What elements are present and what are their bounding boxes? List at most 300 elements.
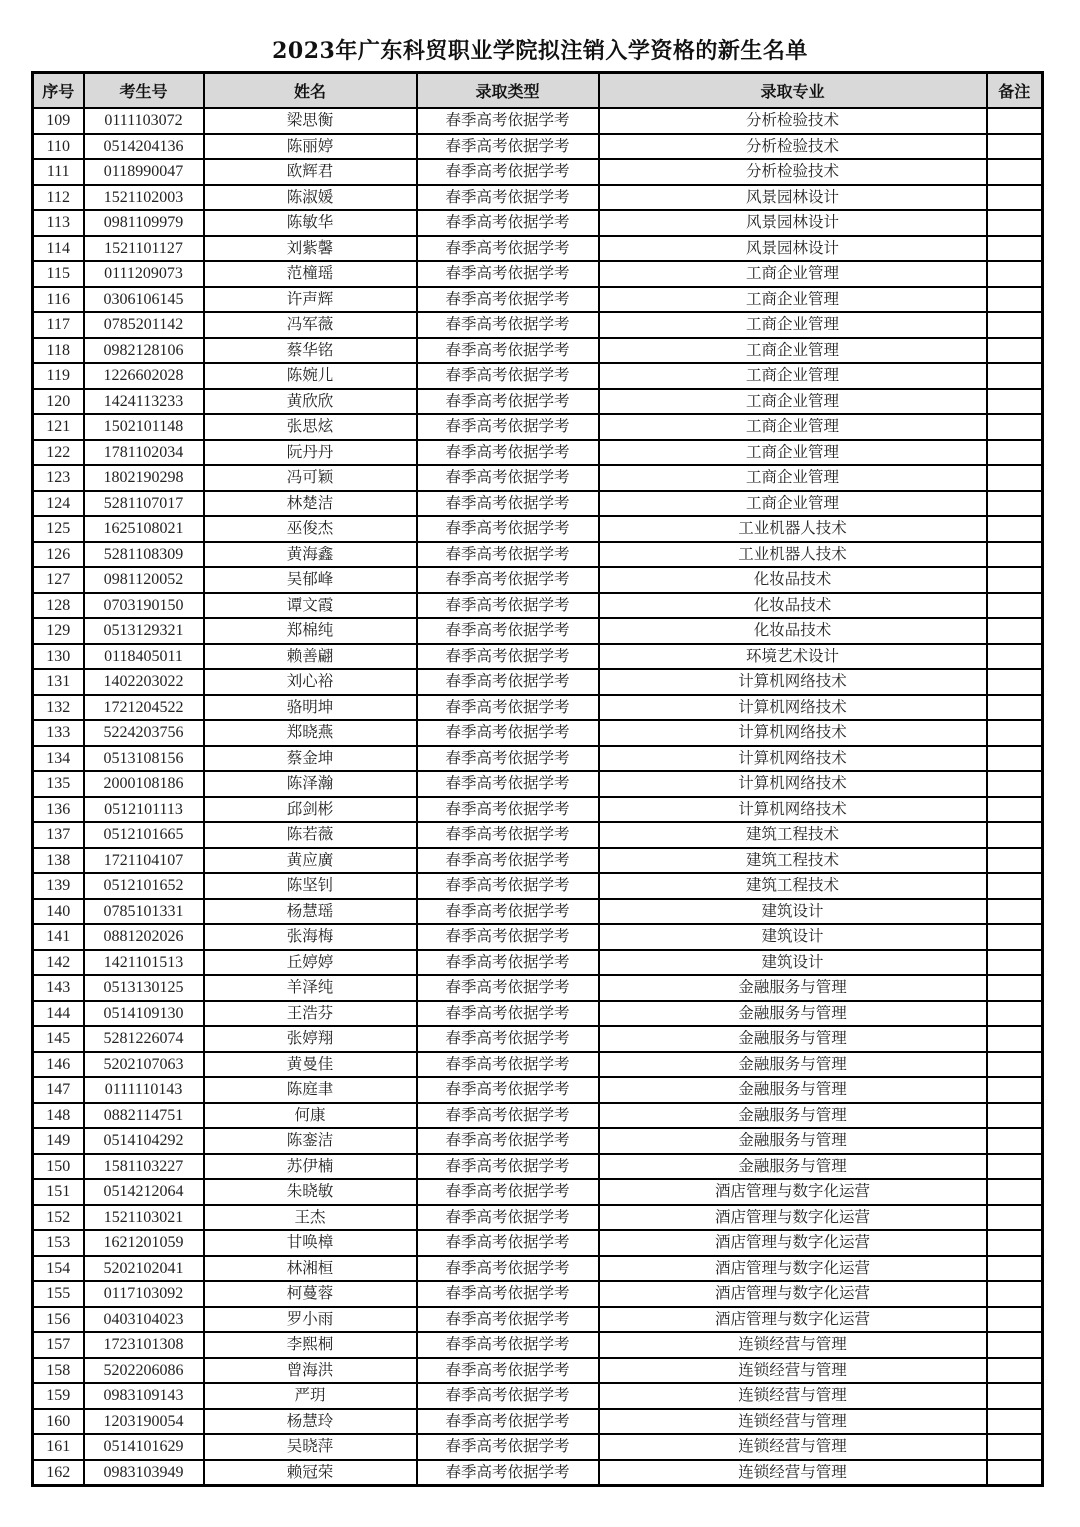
table-row <box>33 465 1043 491</box>
major-cell: 风景园林设计 <box>599 210 987 236</box>
name-cell: 林楚洁 <box>204 491 417 517</box>
remark-cell <box>987 567 1043 593</box>
remark-cell <box>987 1026 1043 1052</box>
remark-cell <box>987 108 1043 134</box>
remark-cell <box>987 1332 1043 1358</box>
exam-id-cell: 1203190054 <box>84 1409 204 1435</box>
exam-id-cell: 0981109979 <box>84 210 204 236</box>
seq-cell: 119 <box>33 363 84 389</box>
table-row <box>33 593 1043 619</box>
exam-id-cell: 1621201059 <box>84 1230 204 1256</box>
name-cell: 郑棉纯 <box>204 618 417 644</box>
table-row <box>33 567 1043 593</box>
admission-type-cell: 春季高考依据学考 <box>417 797 599 823</box>
name-cell: 赖冠荣 <box>204 1460 417 1486</box>
major-cell: 金融服务与管理 <box>599 1052 987 1078</box>
major-cell: 化妆品技术 <box>599 593 987 619</box>
major-cell: 建筑工程技术 <box>599 822 987 848</box>
admission-type-cell: 春季高考依据学考 <box>417 1383 599 1409</box>
major-cell: 金融服务与管理 <box>599 1154 987 1180</box>
exam-id-cell: 0514109130 <box>84 1001 204 1027</box>
seq-cell: 147 <box>33 1077 84 1103</box>
exam-id-cell: 5202206086 <box>84 1358 204 1384</box>
name-cell: 蔡华铭 <box>204 338 417 364</box>
admission-type-cell: 春季高考依据学考 <box>417 1001 599 1027</box>
table-row <box>33 542 1043 568</box>
name-cell: 黄曼佳 <box>204 1052 417 1078</box>
remark-cell <box>987 899 1043 925</box>
table-row <box>33 1434 1043 1460</box>
name-cell: 张婷翔 <box>204 1026 417 1052</box>
major-cell: 计算机网络技术 <box>599 797 987 823</box>
name-cell: 赖善翩 <box>204 644 417 670</box>
name-cell: 巫俊杰 <box>204 516 417 542</box>
admission-type-cell: 春季高考依据学考 <box>417 491 599 517</box>
name-cell: 郑晓燕 <box>204 720 417 746</box>
name-cell: 谭文霞 <box>204 593 417 619</box>
remark-cell <box>987 261 1043 287</box>
major-cell: 建筑设计 <box>599 899 987 925</box>
admission-type-cell: 春季高考依据学考 <box>417 287 599 313</box>
major-cell: 工商企业管理 <box>599 465 987 491</box>
admission-type-cell: 春季高考依据学考 <box>417 134 599 160</box>
seq-cell: 162 <box>33 1460 84 1486</box>
remark-cell <box>987 210 1043 236</box>
table-row <box>33 389 1043 415</box>
admission-type-cell: 春季高考依据学考 <box>417 975 599 1001</box>
remark-cell <box>987 542 1043 568</box>
admission-type-cell: 春季高考依据学考 <box>417 414 599 440</box>
table-row <box>33 950 1043 976</box>
admission-type-cell: 春季高考依据学考 <box>417 695 599 721</box>
remark-cell <box>987 822 1043 848</box>
remark-cell <box>987 287 1043 313</box>
admission-type-cell: 春季高考依据学考 <box>417 440 599 466</box>
seq-cell: 135 <box>33 771 84 797</box>
table-row <box>33 185 1043 211</box>
exam-id-cell: 0514101629 <box>84 1434 204 1460</box>
exam-id-cell: 0881202026 <box>84 924 204 950</box>
seq-cell: 117 <box>33 312 84 338</box>
name-cell: 许声辉 <box>204 287 417 313</box>
seq-cell: 123 <box>33 465 84 491</box>
name-cell: 张思炫 <box>204 414 417 440</box>
exam-id-cell: 1521101127 <box>84 236 204 262</box>
major-cell: 工业机器人技术 <box>599 516 987 542</box>
admission-type-cell: 春季高考依据学考 <box>417 1307 599 1333</box>
major-cell: 金融服务与管理 <box>599 1001 987 1027</box>
name-cell: 苏伊楠 <box>204 1154 417 1180</box>
table-row <box>33 1256 1043 1282</box>
admission-type-cell: 春季高考依据学考 <box>417 108 599 134</box>
table-row <box>33 822 1043 848</box>
table-row <box>33 159 1043 185</box>
major-cell: 酒店管理与数字化运营 <box>599 1205 987 1231</box>
admission-type-cell: 春季高考依据学考 <box>417 669 599 695</box>
table-row <box>33 644 1043 670</box>
document-title: 2023年广东科贸职业学院拟注销入学资格的新生名单 <box>272 38 808 64</box>
major-cell: 连锁经营与管理 <box>599 1332 987 1358</box>
seq-cell: 132 <box>33 695 84 721</box>
table-row <box>33 1052 1043 1078</box>
exam-id-cell: 1521103021 <box>84 1205 204 1231</box>
table-row <box>33 771 1043 797</box>
table-row <box>33 695 1043 721</box>
major-cell: 酒店管理与数字化运营 <box>599 1179 987 1205</box>
seq-cell: 161 <box>33 1434 84 1460</box>
name-cell: 陈坚钊 <box>204 873 417 899</box>
remark-cell <box>987 1409 1043 1435</box>
name-cell: 吴晓萍 <box>204 1434 417 1460</box>
name-cell: 骆明坤 <box>204 695 417 721</box>
exam-id-cell: 5202102041 <box>84 1256 204 1282</box>
name-cell: 冯可颖 <box>204 465 417 491</box>
major-cell: 化妆品技术 <box>599 618 987 644</box>
remark-cell <box>987 1230 1043 1256</box>
exam-id-cell: 1502101148 <box>84 414 204 440</box>
major-cell: 建筑设计 <box>599 950 987 976</box>
remark-cell <box>987 1077 1043 1103</box>
major-cell: 连锁经营与管理 <box>599 1383 987 1409</box>
remark-cell <box>987 389 1043 415</box>
table-row <box>33 1460 1043 1486</box>
table-row <box>33 236 1043 262</box>
major-cell: 金融服务与管理 <box>599 1103 987 1129</box>
major-cell: 连锁经营与管理 <box>599 1409 987 1435</box>
major-cell: 工商企业管理 <box>599 491 987 517</box>
table-row <box>33 516 1043 542</box>
name-cell: 刘紫馨 <box>204 236 417 262</box>
major-cell: 金融服务与管理 <box>599 975 987 1001</box>
table-row <box>33 108 1043 134</box>
admission-type-cell: 春季高考依据学考 <box>417 593 599 619</box>
seq-cell: 111 <box>33 159 84 185</box>
remark-cell <box>987 593 1043 619</box>
exam-id-cell: 0703190150 <box>84 593 204 619</box>
remark-cell <box>987 848 1043 874</box>
name-cell: 陈婉儿 <box>204 363 417 389</box>
table-row <box>33 261 1043 287</box>
exam-id-cell: 1625108021 <box>84 516 204 542</box>
exam-id-cell: 0785201142 <box>84 312 204 338</box>
student-list-table <box>31 71 1044 1487</box>
admission-type-cell: 春季高考依据学考 <box>417 338 599 364</box>
table-row <box>33 618 1043 644</box>
seq-cell: 148 <box>33 1103 84 1129</box>
admission-type-cell: 春季高考依据学考 <box>417 644 599 670</box>
major-cell: 金融服务与管理 <box>599 1026 987 1052</box>
major-cell: 连锁经营与管理 <box>599 1358 987 1384</box>
remark-cell <box>987 1434 1043 1460</box>
seq-cell: 128 <box>33 593 84 619</box>
name-cell: 羊泽纯 <box>204 975 417 1001</box>
exam-id-cell: 0983109143 <box>84 1383 204 1409</box>
major-cell: 风景园林设计 <box>599 185 987 211</box>
major-cell: 工商企业管理 <box>599 440 987 466</box>
major-cell: 连锁经营与管理 <box>599 1434 987 1460</box>
header-exam-id: 考生号 <box>84 73 204 109</box>
remark-cell <box>987 236 1043 262</box>
seq-cell: 139 <box>33 873 84 899</box>
remark-cell <box>987 1052 1043 1078</box>
seq-cell: 134 <box>33 746 84 772</box>
major-cell: 计算机网络技术 <box>599 669 987 695</box>
remark-cell <box>987 363 1043 389</box>
exam-id-cell: 0513130125 <box>84 975 204 1001</box>
table-row <box>33 669 1043 695</box>
table-row <box>33 414 1043 440</box>
exam-id-cell: 1421101513 <box>84 950 204 976</box>
major-cell: 分析检验技术 <box>599 134 987 160</box>
remark-cell <box>987 491 1043 517</box>
name-cell: 陈丽婷 <box>204 134 417 160</box>
seq-cell: 110 <box>33 134 84 160</box>
name-cell: 严玥 <box>204 1383 417 1409</box>
major-cell: 酒店管理与数字化运营 <box>599 1256 987 1282</box>
name-cell: 王浩芬 <box>204 1001 417 1027</box>
table-row <box>33 924 1043 950</box>
table-row <box>33 287 1043 313</box>
admission-type-cell: 春季高考依据学考 <box>417 1409 599 1435</box>
seq-cell: 136 <box>33 797 84 823</box>
exam-id-cell: 0982128106 <box>84 338 204 364</box>
admission-type-cell: 春季高考依据学考 <box>417 1460 599 1486</box>
name-cell: 林湘桓 <box>204 1256 417 1282</box>
exam-id-cell: 0306106145 <box>84 287 204 313</box>
exam-id-cell: 0882114751 <box>84 1103 204 1129</box>
major-cell: 化妆品技术 <box>599 567 987 593</box>
header-name: 姓名 <box>204 73 417 109</box>
major-cell: 酒店管理与数字化运营 <box>599 1307 987 1333</box>
exam-id-cell: 0513108156 <box>84 746 204 772</box>
seq-cell: 131 <box>33 669 84 695</box>
admission-type-cell: 春季高考依据学考 <box>417 771 599 797</box>
admission-type-cell: 春季高考依据学考 <box>417 1026 599 1052</box>
seq-cell: 154 <box>33 1256 84 1282</box>
name-cell: 范橦瑶 <box>204 261 417 287</box>
exam-id-cell: 0118405011 <box>84 644 204 670</box>
name-cell: 黄海鑫 <box>204 542 417 568</box>
table-row <box>33 1409 1043 1435</box>
exam-id-cell: 0512101113 <box>84 797 204 823</box>
seq-cell: 146 <box>33 1052 84 1078</box>
exam-id-cell: 2000108186 <box>84 771 204 797</box>
exam-id-cell: 0111209073 <box>84 261 204 287</box>
remark-cell <box>987 1383 1043 1409</box>
exam-id-cell: 0981120052 <box>84 567 204 593</box>
remark-cell <box>987 975 1043 1001</box>
seq-cell: 152 <box>33 1205 84 1231</box>
admission-type-cell: 春季高考依据学考 <box>417 950 599 976</box>
table-row <box>33 363 1043 389</box>
seq-cell: 129 <box>33 618 84 644</box>
major-cell: 计算机网络技术 <box>599 720 987 746</box>
major-cell: 酒店管理与数字化运营 <box>599 1230 987 1256</box>
seq-cell: 157 <box>33 1332 84 1358</box>
seq-cell: 138 <box>33 848 84 874</box>
name-cell: 张海梅 <box>204 924 417 950</box>
remark-cell <box>987 159 1043 185</box>
major-cell: 计算机网络技术 <box>599 771 987 797</box>
major-cell: 建筑工程技术 <box>599 848 987 874</box>
name-cell: 黄欣欣 <box>204 389 417 415</box>
name-cell: 黄应廣 <box>204 848 417 874</box>
seq-cell: 118 <box>33 338 84 364</box>
remark-cell <box>987 669 1043 695</box>
admission-type-cell: 春季高考依据学考 <box>417 1205 599 1231</box>
admission-type-cell: 春季高考依据学考 <box>417 1128 599 1154</box>
admission-type-cell: 春季高考依据学考 <box>417 1281 599 1307</box>
major-cell: 计算机网络技术 <box>599 695 987 721</box>
admission-type-cell: 春季高考依据学考 <box>417 516 599 542</box>
name-cell: 陈銮洁 <box>204 1128 417 1154</box>
remark-cell <box>987 746 1043 772</box>
exam-id-cell: 0513129321 <box>84 618 204 644</box>
name-cell: 罗小雨 <box>204 1307 417 1333</box>
seq-cell: 151 <box>33 1179 84 1205</box>
admission-type-cell: 春季高考依据学考 <box>417 899 599 925</box>
admission-type-cell: 春季高考依据学考 <box>417 389 599 415</box>
remark-cell <box>987 465 1043 491</box>
table-row <box>33 1230 1043 1256</box>
major-cell: 计算机网络技术 <box>599 746 987 772</box>
admission-type-cell: 春季高考依据学考 <box>417 1332 599 1358</box>
remark-cell <box>987 1358 1043 1384</box>
table-row <box>33 1077 1043 1103</box>
seq-cell: 126 <box>33 542 84 568</box>
table-row <box>33 338 1043 364</box>
exam-id-cell: 5224203756 <box>84 720 204 746</box>
seq-cell: 158 <box>33 1358 84 1384</box>
exam-id-cell: 1402203022 <box>84 669 204 695</box>
admission-type-cell: 春季高考依据学考 <box>417 1358 599 1384</box>
name-cell: 甘唤樟 <box>204 1230 417 1256</box>
major-cell: 环境艺术设计 <box>599 644 987 670</box>
table-body <box>33 108 1043 1486</box>
seq-cell: 125 <box>33 516 84 542</box>
major-cell: 风景园林设计 <box>599 236 987 262</box>
table-row <box>33 1001 1043 1027</box>
seq-cell: 144 <box>33 1001 84 1027</box>
remark-cell <box>987 644 1043 670</box>
exam-id-cell: 1581103227 <box>84 1154 204 1180</box>
table-row <box>33 1358 1043 1384</box>
major-cell: 建筑设计 <box>599 924 987 950</box>
remark-cell <box>987 1460 1043 1486</box>
admission-type-cell: 春季高考依据学考 <box>417 363 599 389</box>
exam-id-cell: 5281108309 <box>84 542 204 568</box>
header-remark: 备注 <box>987 73 1043 109</box>
table-row <box>33 134 1043 160</box>
remark-cell <box>987 797 1043 823</box>
table-row <box>33 491 1043 517</box>
table-row <box>33 899 1043 925</box>
name-cell: 陈淑媛 <box>204 185 417 211</box>
exam-id-cell: 1723101308 <box>84 1332 204 1358</box>
table-row <box>33 1281 1043 1307</box>
major-cell: 金融服务与管理 <box>599 1128 987 1154</box>
admission-type-cell: 春季高考依据学考 <box>417 1230 599 1256</box>
major-cell: 酒店管理与数字化运营 <box>599 1281 987 1307</box>
table-row <box>33 797 1043 823</box>
name-cell: 朱晓敏 <box>204 1179 417 1205</box>
exam-id-cell: 1424113233 <box>84 389 204 415</box>
exam-id-cell: 0111103072 <box>84 108 204 134</box>
exam-id-cell: 0512101652 <box>84 873 204 899</box>
seq-cell: 141 <box>33 924 84 950</box>
name-cell: 杨慧瑶 <box>204 899 417 925</box>
exam-id-cell: 0118990047 <box>84 159 204 185</box>
seq-cell: 115 <box>33 261 84 287</box>
table-row <box>33 720 1043 746</box>
admission-type-cell: 春季高考依据学考 <box>417 1434 599 1460</box>
name-cell: 陈泽瀚 <box>204 771 417 797</box>
table-row <box>33 1332 1043 1358</box>
remark-cell <box>987 771 1043 797</box>
major-cell: 工商企业管理 <box>599 389 987 415</box>
remark-cell <box>987 1281 1043 1307</box>
name-cell: 陈若薇 <box>204 822 417 848</box>
admission-type-cell: 春季高考依据学考 <box>417 1103 599 1129</box>
remark-cell <box>987 338 1043 364</box>
admission-type-cell: 春季高考依据学考 <box>417 567 599 593</box>
seq-cell: 109 <box>33 108 84 134</box>
remark-cell <box>987 516 1043 542</box>
name-cell: 曾海洪 <box>204 1358 417 1384</box>
table-row <box>33 1205 1043 1231</box>
major-cell: 金融服务与管理 <box>599 1077 987 1103</box>
seq-cell: 124 <box>33 491 84 517</box>
seq-cell: 121 <box>33 414 84 440</box>
exam-id-cell: 1521102003 <box>84 185 204 211</box>
header-major: 录取专业 <box>599 73 987 109</box>
admission-type-cell: 春季高考依据学考 <box>417 465 599 491</box>
exam-id-cell: 0514212064 <box>84 1179 204 1205</box>
name-cell: 陈敏华 <box>204 210 417 236</box>
remark-cell <box>987 1307 1043 1333</box>
table-row <box>33 1103 1043 1129</box>
seq-cell: 155 <box>33 1281 84 1307</box>
remark-cell <box>987 312 1043 338</box>
major-cell: 建筑工程技术 <box>599 873 987 899</box>
major-cell: 工业机器人技术 <box>599 542 987 568</box>
major-cell: 工商企业管理 <box>599 414 987 440</box>
name-cell: 欧辉君 <box>204 159 417 185</box>
exam-id-cell: 0117103092 <box>84 1281 204 1307</box>
table-row <box>33 848 1043 874</box>
exam-id-cell: 1721204522 <box>84 695 204 721</box>
seq-cell: 142 <box>33 950 84 976</box>
seq-cell: 150 <box>33 1154 84 1180</box>
seq-cell: 159 <box>33 1383 84 1409</box>
seq-cell: 153 <box>33 1230 84 1256</box>
table-row <box>33 1128 1043 1154</box>
seq-cell: 145 <box>33 1026 84 1052</box>
admission-type-cell: 春季高考依据学考 <box>417 236 599 262</box>
table-row <box>33 1383 1043 1409</box>
header-admission-type: 录取类型 <box>417 73 599 109</box>
admission-type-cell: 春季高考依据学考 <box>417 210 599 236</box>
table-row <box>33 1026 1043 1052</box>
table-row <box>33 312 1043 338</box>
name-cell: 陈庭聿 <box>204 1077 417 1103</box>
admission-type-cell: 春季高考依据学考 <box>417 873 599 899</box>
admission-type-cell: 春季高考依据学考 <box>417 746 599 772</box>
seq-cell: 127 <box>33 567 84 593</box>
seq-cell: 140 <box>33 899 84 925</box>
remark-cell <box>987 440 1043 466</box>
name-cell: 梁思衡 <box>204 108 417 134</box>
